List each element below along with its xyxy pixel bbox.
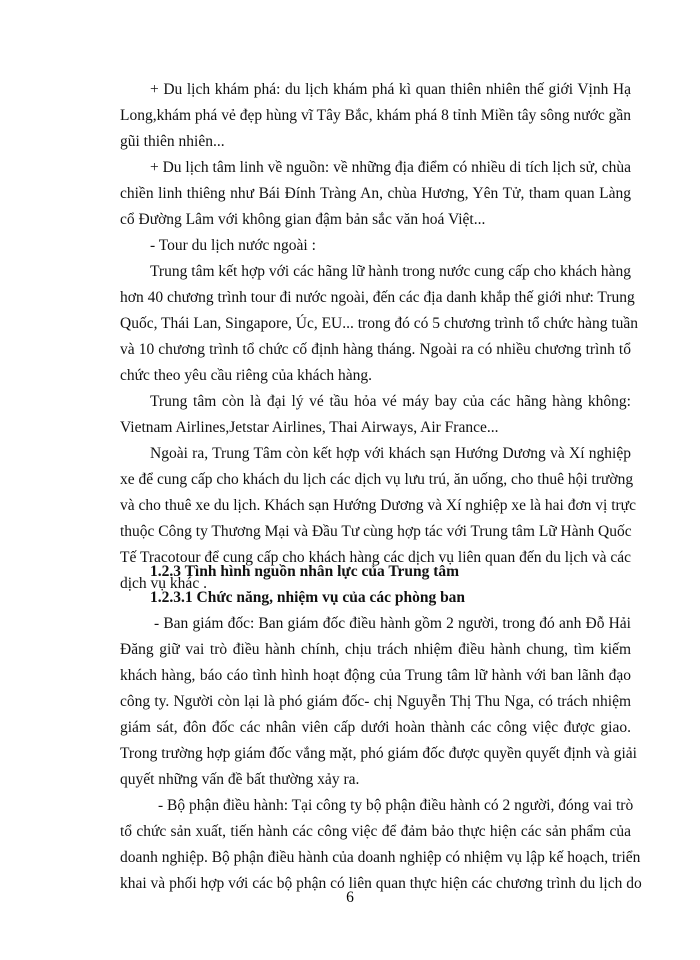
text-line: và cho thuê xe du lịch. Khách sạn Hướng Dương và Xí nghiệp xe là hai đơn vị trực [120,497,636,514]
text-line: hơn 40 chương trình tour đi nước ngoài, đến các địa danh khắp thế giới như: Trung [120,289,635,306]
text-line: Trung tâm kết hợp với các hãng lữ hành trong nước cung cấp cho khách hàng [150,263,631,280]
text-line: cổ Đường Lâm với không gian đậm bản sắc văn hoá Việt... [120,211,486,228]
text-line: khách hàng, báo cáo tình hình hoạt động của Trung tâm lữ hành với ban lãnh đạo [120,667,631,684]
section-heading: 1.2.3 Tình hình nguồn nhân lực của Trung tâm [150,563,460,580]
text-line: Vietnam Airlines,Jetstar Airlines, Thai Airways, Air France... [120,419,499,436]
page-number: 6 [346,889,354,906]
text-line: khai và phối hợp với các bộ phận có liên quan thực hiện các chương trình du lịch do [120,875,642,892]
text-line: - Bộ phận điều hành: Tại công ty bộ phận điều hành có 2 người, đóng vai trò [158,797,634,814]
text-line: chiền linh thiêng như Bái Đính Tràng An, chùa Hương, Yên Tử, tham quan Làng [120,185,631,202]
text-line: thuộc Công ty Thương Mại và Đầu Tư cùng hợp tác với Trung tâm Lữ Hành Quốc [120,523,632,540]
text-line: chức theo yêu cầu riêng của khách hàng. [120,367,372,384]
text-line: + Du lịch tâm linh về nguồn: về những địa điểm có nhiều di tích lịch sử, chùa [150,159,631,176]
text-line: Tế Tracotour để cung cấp cho khách hàng các dịch vụ liên quan đến du lịch và các [120,549,631,566]
text-line: dịch vụ khác . [120,575,207,592]
text-line: Long,khám phá vẻ đẹp hùng vĩ Tây Bắc, khám phá 8 tỉnh Miền tây sông nước gần [120,107,631,124]
text-line: Trung tâm còn là đại lý vé tầu hỏa vé máy bay của các hãng hàng không: [150,393,631,410]
text-line: quyết những vấn đề bất thường xảy ra. [120,771,360,788]
text-line: và 10 chương trình tổ chức cố định hàng tháng. Ngoài ra có nhiều chương trình tổ [120,341,631,358]
text-line: doanh nghiệp. Bộ phận điều hành của doanh nghiệp có nhiệm vụ lập kế hoạch, triển [120,849,641,866]
subsection-heading: 1.2.3.1 Chức năng, nhiệm vụ của các phòng ban [150,589,466,606]
text-line: Quốc, Thái Lan, Singapore, Úc, EU... trong đó có 5 chương trình tổ chức hàng tuần [120,315,639,332]
text-line: - Ban giám đốc: Ban giám đốc điều hành gồm 2 người, trong đó anh Đỗ Hải [154,615,631,632]
text-line: xe để cung cấp cho khách du lịch các dịch vụ lưu trú, ăn uống, cho thuê hội trường [120,471,634,488]
text-line: tổ chức sản xuất, tiến hành các công việc để đảm bảo thực hiện các sản phẩm của [120,823,631,840]
text-line: gũi thiên nhiên... [120,133,225,150]
text-line: Trong trường hợp giám đốc vắng mặt, phó giám đốc được quyền quyết định và giải [120,745,637,762]
text-line: công ty. Người còn lại là phó giám đốc- chị Nguyễn Thị Thu Nga, có trách nhiệm [120,693,631,710]
text-line: + Du lịch khám phá: du lịch khám phá kì quan thiên nhiên thế giới Vịnh Hạ [150,81,631,98]
text-line: - Tour du lịch nước ngoài : [150,237,316,254]
text-line: Ngoài ra, Trung Tâm còn kết hợp với khách sạn Hướng Dương và Xí nghiệp [150,445,631,462]
text-line: Đăng giữ vai trò điều hành chính, chịu trách nhiệm điều hành chung, tìm kiếm [120,641,631,658]
text-line: giám sát, đôn đốc các nhân viên cấp dưới hoàn thành các công việc được giao. [120,719,631,736]
